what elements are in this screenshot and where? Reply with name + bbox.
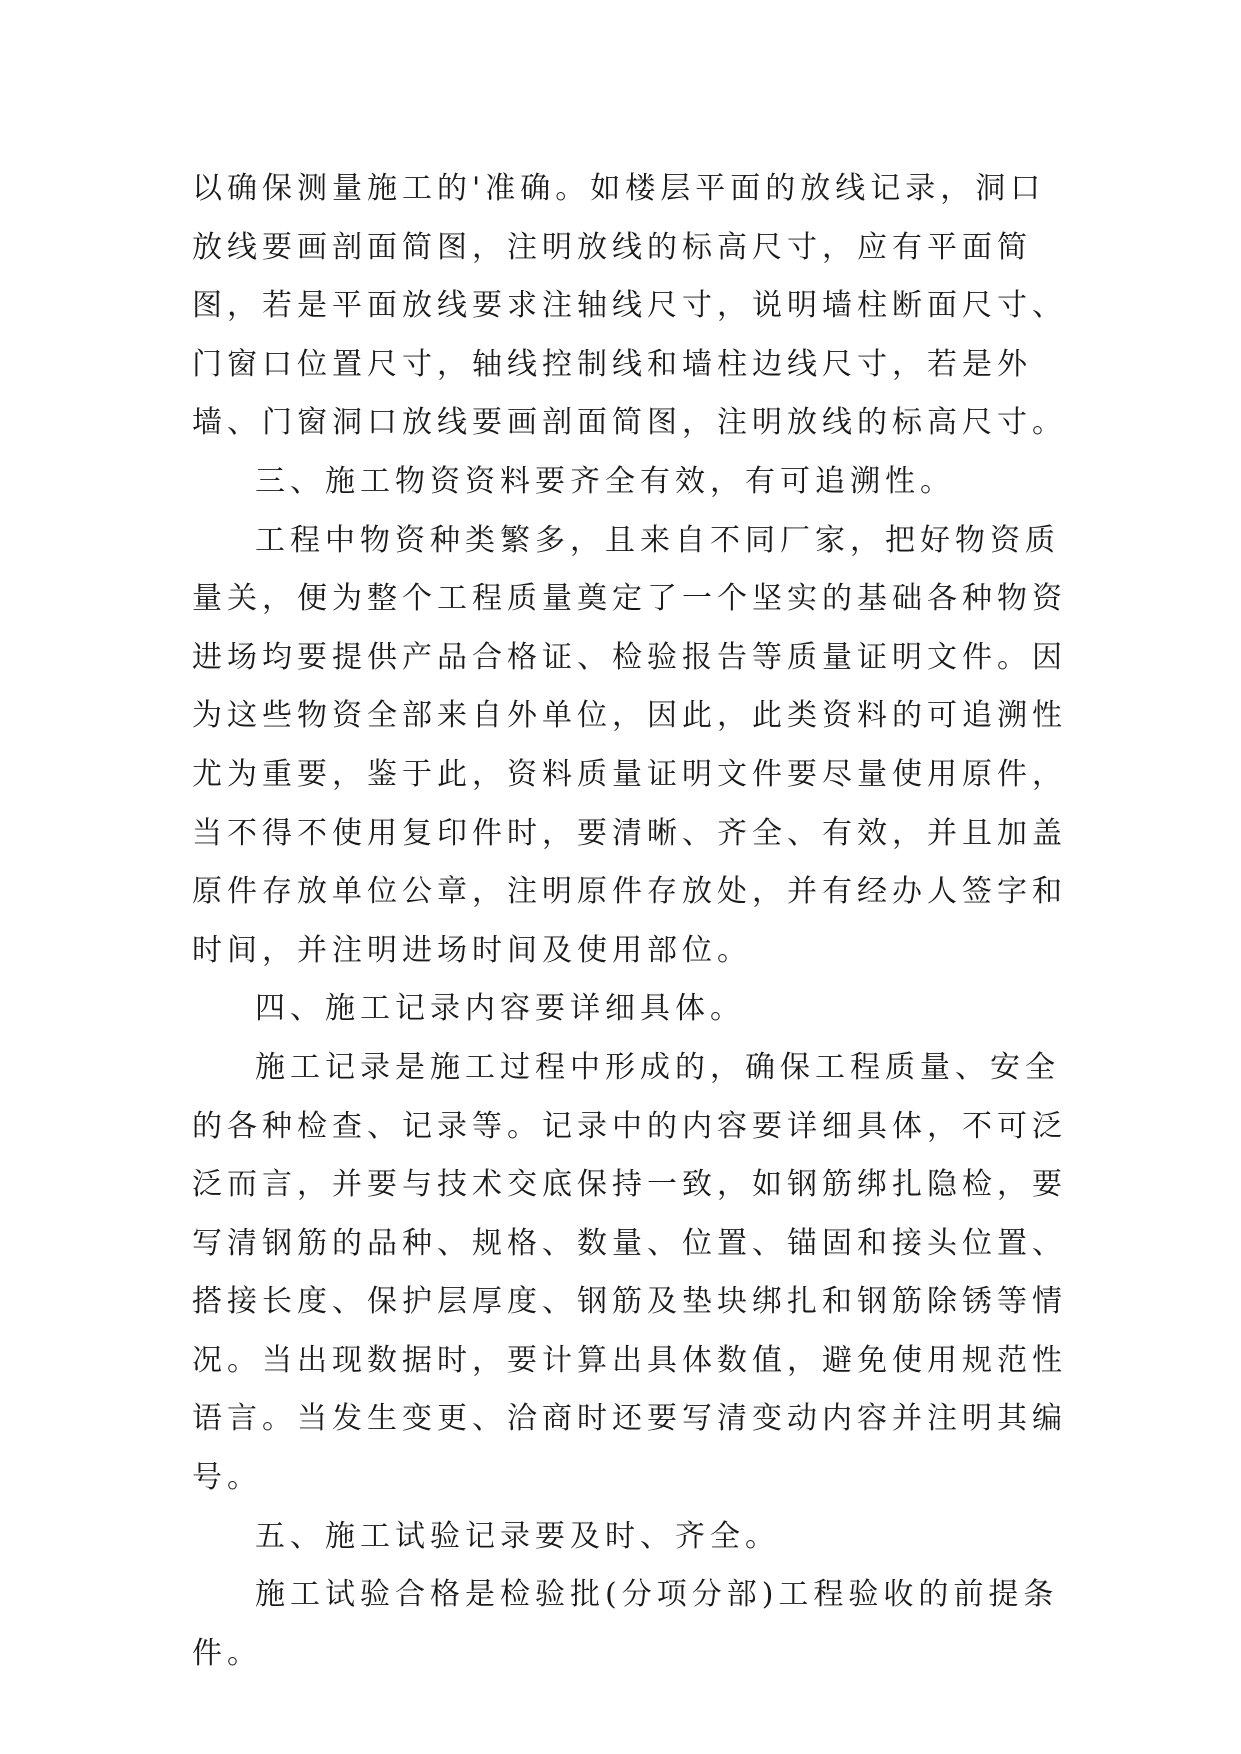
paragraph-construction-records: 施工记录是施工过程中形成的，确保工程质量、安全的各种检查、记录等。记录中的内容要详细具体，不可泛泛而言，并要与技术交底保持一致，如钢筋绑扎隐检，要写清钢筋的品种、规格、数量、位置、锚固和接头位置、搭接长度、保护层厚度、钢筋及垫块绑扎和钢筋除锈等情况。当出现数据时，要计算出具体数值，避免使用规范性语言。当发生变更、洽商时还要写清变动内容并注明其编号。 xyxy=(192,1049,1067,1496)
heading-section-3: 三、施工物资资料要齐全有效，有可追溯性。 xyxy=(255,463,955,499)
paragraph-materials: 工程中物资种类繁多，且来自不同厂家，把好物资质量关，便为整个工程质量奠定了一个坚实的基础各种物资进场均要提供产品合格证、检验报告等质量证明文件。因为这些物资全部来自外单位，因此，此类资料的可追溯性尤为重要，鉴于此，资料质量证明文件要尽量使用原件，当不得不使用复印件时，要清晰、齐全、有效，并且加盖原件存放单位公章，注明原件存放处，并有经办人签字和时间，并注明进场时间及使用部位。 xyxy=(192,522,1067,968)
paragraph-survey-records: 以确保测量施工的'准确。如楼层平面的放线记录，洞口放线要画剖面简图，注明放线的标高尺寸，应有平面简图，若是平面放线要求注轴线尺寸，说明墙柱断面尺寸、门窗口位置尺寸，轴线控制线和墙柱边线尺寸，若是外墙、门窗洞口放线要画剖面简图，注明放线的标高尺寸。 xyxy=(192,171,1067,441)
heading-section-4: 四、施工记录内容要详细具体。 xyxy=(255,991,745,1027)
heading-section-5: 五、施工试验记录要及时、齐全。 xyxy=(255,1518,780,1554)
paragraph-test-records: 施工试验合格是检验批(分项分部)工程验收的前提条件。 xyxy=(192,1577,1059,1671)
document-body xyxy=(192,160,1072,1683)
